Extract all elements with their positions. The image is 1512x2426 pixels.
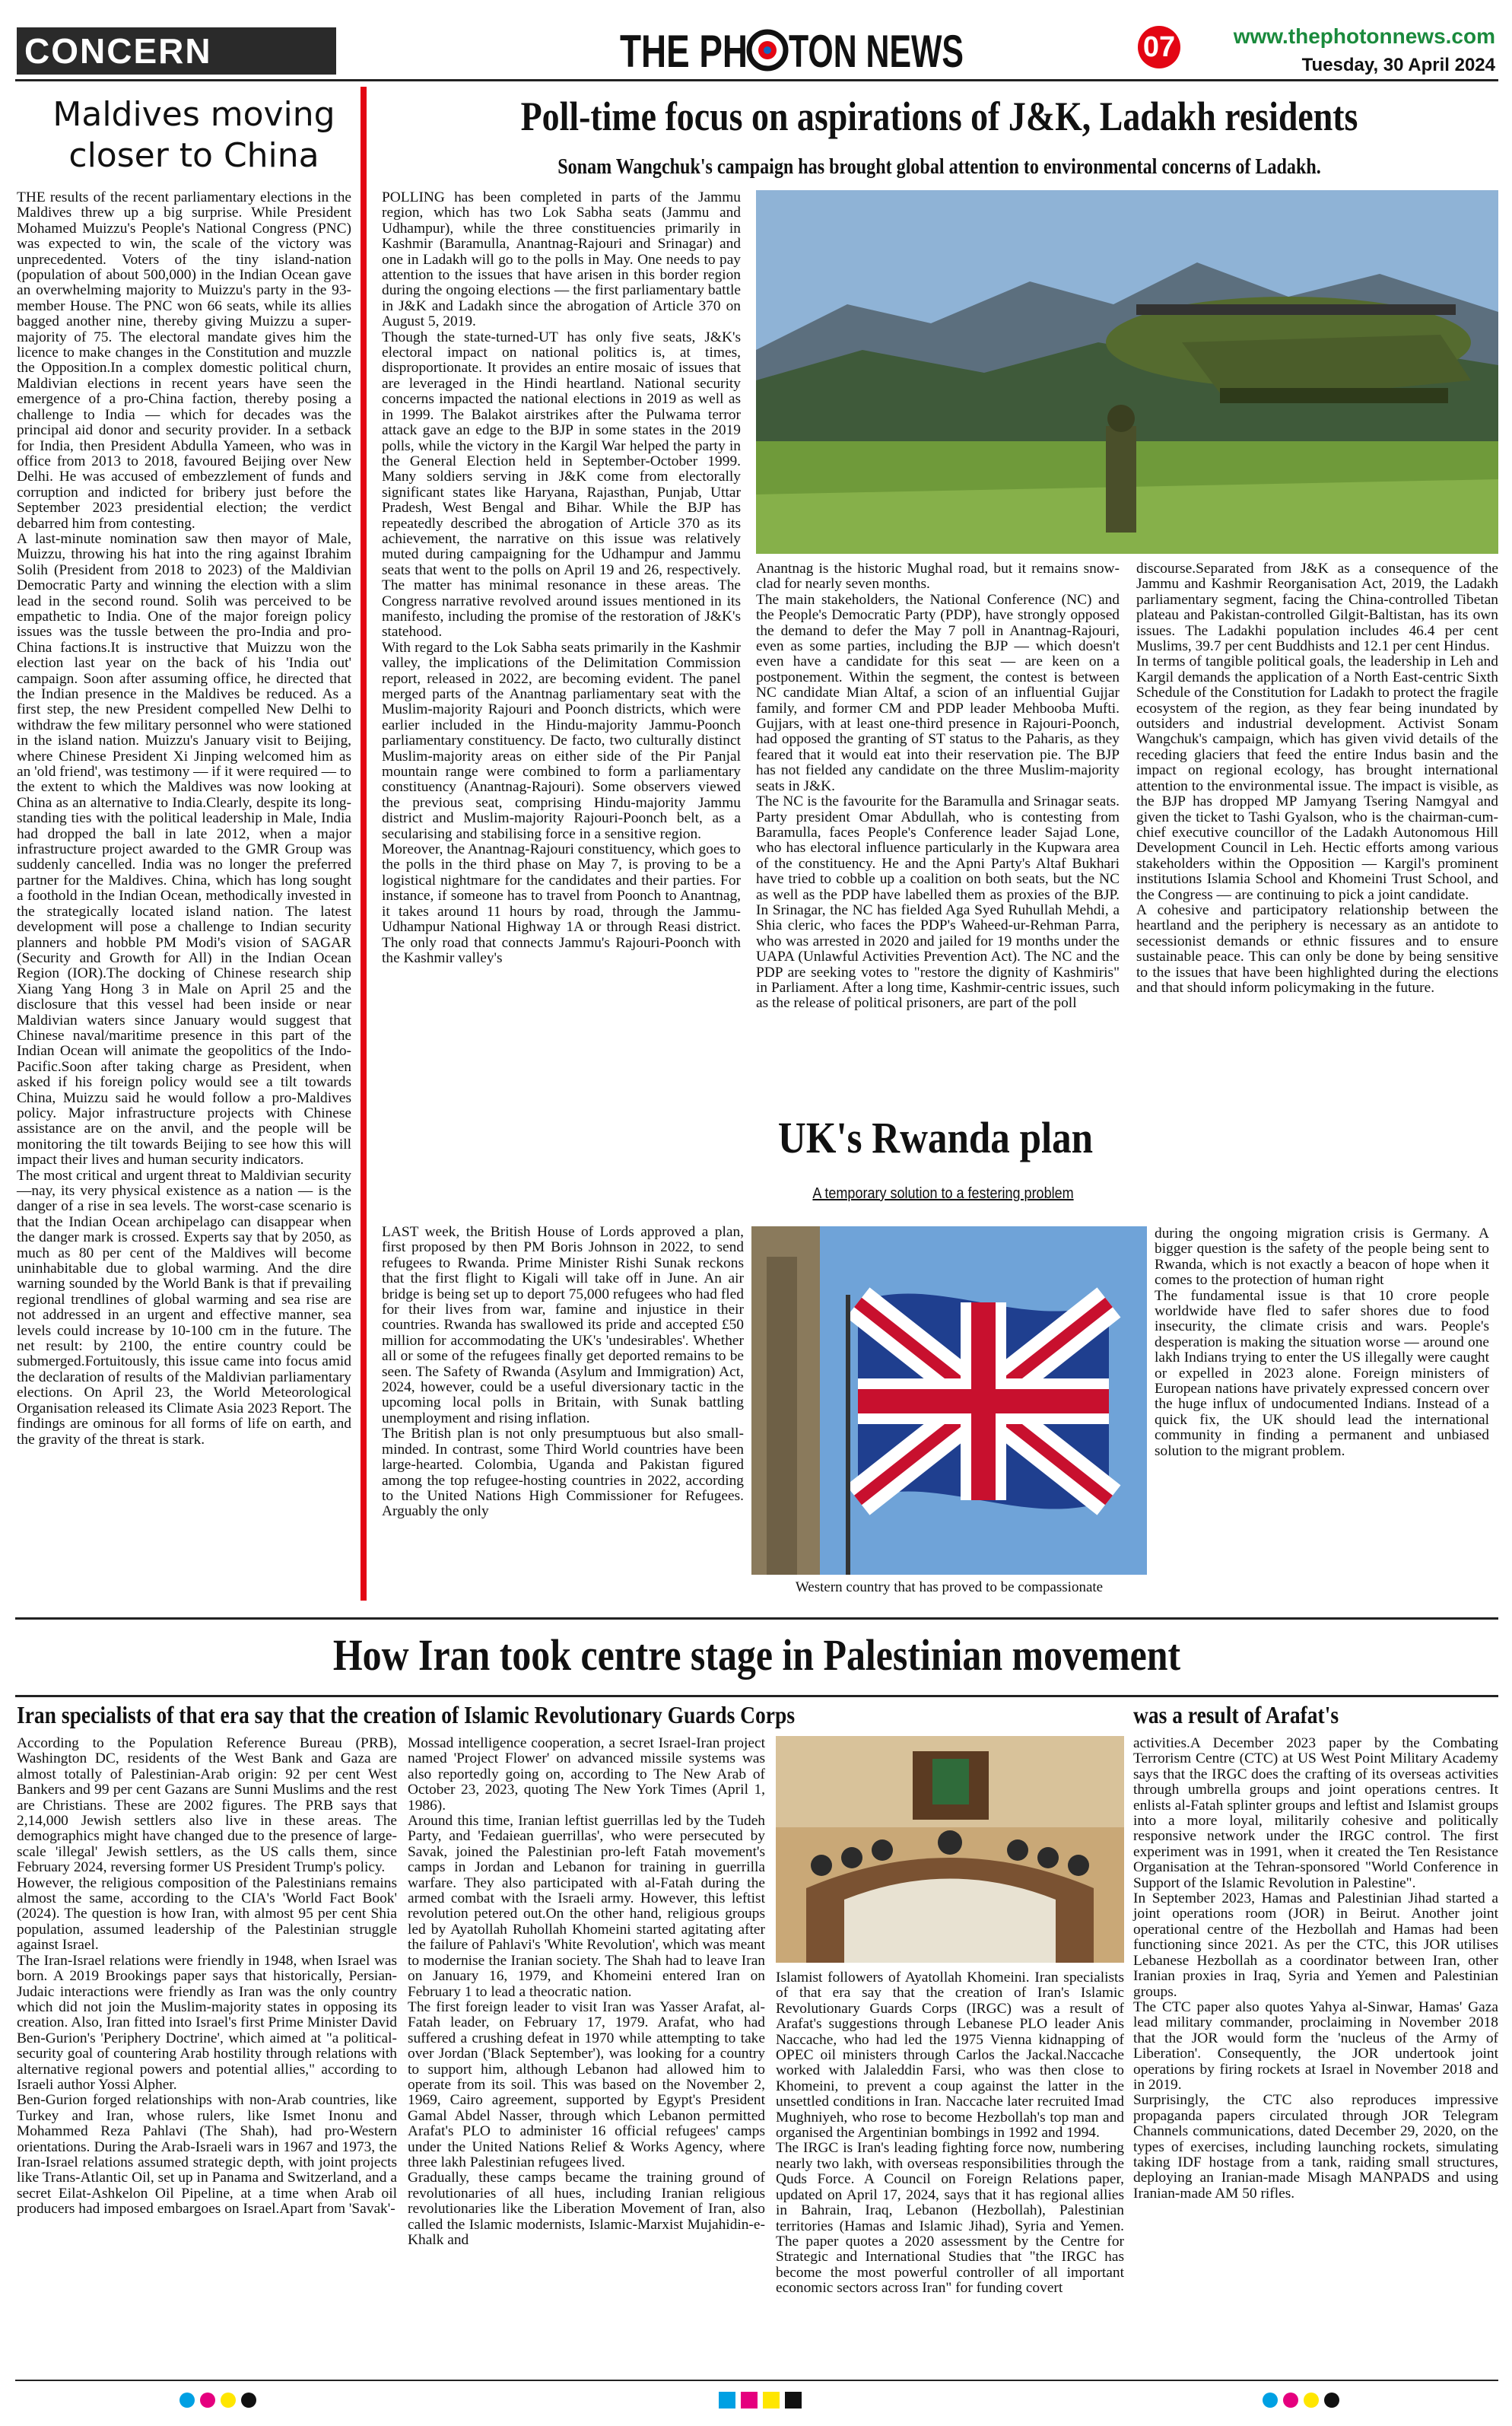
maldives-body [17,190,351,1620]
maldives-para: THE results of the recent parliamentary elections in the Maldives threw up a big surprise. While President Mohamed Muizzu's People's National Congress (PNC) was expected to win, the scale of the victory was unprecedented. Voters of the tiny island-nation (population of about 500,000) in the Indian Ocean gave an overwhelming majority to Muizzu's party in the 93-member House. The PNC won 66 seats, while its allies bagged another nine, thereby giving Muizzu a super-majority of 75. The electoral mandate gives him the licence to make changes in the Constitution and muzzle the Opposition.In a complex domestic political churn, Maldivian elections in recent years have seen the emergence of a pro-China faction, thereby posing a challenge to India — which for decades was the principal aid donor and security provider. In a setback for India, then President Abdulla Yameen, who was in office from 2013 to 2018, favoured Beijing over New Delhi. He was accused of embezzlement of funds and corruption and indicted for bribery just before the September 2023 presidential election; the verdict debarred him from contesting. [17,189,351,532]
poll-para: The NC is the favourite for the Baramulla and Srinagar seats. Party president Omar Abdullah, who is contesting from Baramulla, faces People's Conference leader Sajad Lone, who has electoral influence particularly in the Kupwara area of the constituency. He and the Apni Party's Altaf Bukhari have tried to cobble up a coalition on both seats, but the NC as well as the PDP have labelled them as proxies of the BJP. In Srinagar, the NC has fielded Aga Syed Ruhullah Mehdi, a Shia cleric, who faces the PDP's Waheed-ur-Rehman Parra, who was arrested in 2020 and jailed for 19 months under the UAPA (Unlawful Activities Prevention Act). The NC and the PDP are seeking votes to "restore the dignity of Kashmiris" in Parliament. After a long time, Kashmir-centric issues, such as the release of political prisoners, are part of the poll [756,793,1120,1012]
black-square [785,2392,802,2409]
header-rule [15,79,1498,81]
uk-para: The fundamental issue is that 10 crore people worldwide have fled to safer shores due to food insecurity, the climate crisis and wars. People's desperation is making the situation worse — around one lakh Indians trying to enter the US illegally were caught or expelled in 2023 alone. Foreign ministers of European nations have privately expressed concern over the huge influx of undocumented Indians. Instead of a quick fix, the UK should lead the international community in finding a permanent and unbiased solution to the migrant problem. [1155,1287,1489,1459]
section-label: CONCERN [17,27,336,75]
poll-para: In terms of tangible political goals, the leadership in Leh and Kargil demands the application of a North East-centric Sixth Schedule of the Constitution for Ladakh to protect the fragile ecosystem of the region, as they fear being inundated by outsiders and industrial development. Activist Sonam Wangchuk's campaign, which has given vivid details of the receding glaciers that feed the entire Indus basin and the impact on regional ecology, has brought international attention to the environmental issue. The impact is visible, as the BJP has dropped MP Jamyang Tsering Namgyal and given the ticket to Tashi Gyalson, who is the chairman-cum-chief executive councillor of the Ladakh Autonomous Hill Development Council in Leh. Hectic efforts among various stakeholders within the Opposition — Kargil's prominent institutions Islamia School and Khomeini Trust School, and the Congress — are continuing to pick a joint candidate. [1136,653,1498,903]
masthead-left: THE PH [620,26,748,77]
uk-headline: UK's Rwanda plan [777,1113,1094,1162]
iran-subheadline-left: Iran specialists of that era say that the creation of Islamic Revolutionary Guards Corps [17,1701,796,1728]
yellow-dot [1304,2393,1319,2408]
masthead-right: TON NEWS [789,26,964,77]
column-divider [361,87,367,1601]
page-number: 07 [1138,26,1180,68]
poll-para: Though the state-turned-UT has only five seats, J&K's electoral impact on national politics is, at times, disproportionate. It provides an entire mosaic of issues that are leveraged in the Hindi heartland. National security concerns impacted the national elections in 2019 as well as in 1999. The Balakot airstrikes after the Pulwama terror attack gave an edge to the BJP in some states in the 2019 polls, while the victory in the Kargil War helped the party in the General Election held in September-October 1999. Many soldiers serving in J&K come from electorally significant states like Haryana, Rajasthan, Punjab, Uttar Pradesh, West Bengal and Bihar. While the BJP has repeatedly described the abrogation of Article 370 as its achievement, the narrative on this issue was relatively muted during campaigning for the Udhampur and Jammu seats that went to the polls on April 19 and 26, respectively. The matter has minimal resonance in these areas. The Congress narrative revolved around issues mentioned in its manifesto, including the promise of the restoration of J&K's statehood. [382,329,741,641]
cyan-square [719,2392,735,2409]
iran-para: activities.A December 2023 paper by the Combating Terrorism Centre (CTC) at US West Point Military Academy says that the IRGC does the crafting of its overseas activities through umbrella groups and joint operations centres. It enlists al-Fatah splinter groups and leftist and Islamist groups into a more loyal, militarily cohesive and politically responsive network under the IRGC control. The first experiment was in 1991, when it created the Ten Resistance Organisation at the Tehran-sponsored "World Conference in Support of the Islamic Revolution in Palestine". [1133,1735,1498,1891]
footer-rule [15,2380,1498,2381]
poll-para: Anantnag is the historic Mughal road, but it remains snow-clad for nearly seven months. [756,561,1120,593]
yellow-square [763,2392,780,2409]
iran-para: In September 2023, Hamas and Palestinian Jihad started a joint operations room (JOR) in Beirut. Another joint operational centre of the Hezbollah and Hamas had been functioning since 2021. As per the CTC, this JOR utilises Lebanese Hezbollah as a coordinator between Iran, other Iranian proxies in Iraq, Syria and Yemen and Palestinian groups. [1133,1890,1498,2000]
poll-para: The main stakeholders, the National Conference (NC) and the People's Democratic Party (PDP), have strongly opposed the demand to defer the May 7 poll in Anantnag-Rajouri, even as some parties, including the BJP — which doesn't even have a candidate for this seat — are keen on a postponement. Within the segment, the contest is between NC candidate Mian Altaf, a scion of an influential Gujjar family, and former CM and PDP leader Mehbooba Mufti. Gujjars, with at least one-third presence in Rajouri-Poonch, had opposed the granting of ST status to the Paharis, as they feared that it would eat into their reservation pie. The BJP has not fielded any candidate on the three Muslim-majority seats in J&K. [756,591,1120,794]
iran-headline: How Iran took centre stage in Palestinian movement [332,1630,1181,1680]
iran-para: Islamist followers of Ayatollah Khomeini. Iran specialists of that era say that the creation of Iran's Islamic Revolutionary Guards Corps (IRGC) was a result of Arafat's suggestions through Lebanese PLO leader Anis Naccache, who had led the 1975 Vienna kidnapping of OPEC oil ministers through Carlos the Jackal.Naccache worked with Jalaleddin Farsi, who was then close to Khomeini, to prevent a coup against the latter in the unsettled conditions in Iran. Naccache later recruited Imad Mughniyeh, who rose to become Hezbollah's top man and organised the Argentinian bombings in 1992 and 1994. [776,1970,1124,2141]
uk-photo-caption: Western country that has proved to be compassionate [795,1579,1104,1595]
iran-para: However, the religious composition of the Palestinians remains almost the same, according to the CIA's 'World Fact Book' (2024). The question is how Iran, with almost 95 per cent Shia population, assumed leadership of the Palestinian struggle against Israel. [17,1874,397,1954]
poll-headline: Poll-time focus on aspirations of J&K, Ladakh residents [520,94,1358,139]
iran-para: Surprisingly, the CTC also reproduces impressive propaganda papers circulated through JOR Telegram Channels communications, dated December 29, 2020, on the types of exercises, including launching rockets, simulating taking IDF hostage from a tank, raiding small structures, deploying an Iranian-made Misagh MANPADS and using Iranian-made AM 50 rifles. [1133,2092,1498,2202]
iran-para: Around this time, Iranian leftist guerrillas led by the Tudeh Party, and 'Fedaiean guerrillas', who were persecuted by Savak, joined the Palestinian pro-left Fatah movement's camps in Jordan and Lebanon for training in guerrilla warfare. They also participated with al-Fatah during the armed combat with the Israeli army. However, this leftist revolution petered out.On the other hand, religious groups led by Ayatollah Ruhollah Khomeini started agitating after the failure of Pahlavi's 'White Revolution', which was meant to modernise the Iranian society. The Shah had to leave Iran on January 16, 1979, and Khomeini entered Iran on February 1 to lead a theocratic nation. [408,1813,765,2000]
poll-column-3 [1136,561,1498,1079]
iran-para: The first foreign leader to visit Iran was Yasser Arafat, al-Fatah leader, on February 17, 1979. Arafat, who had suffered a crushing defeat in 1970 while attempting to take over Jordan ('Black September'), was looking for a country to support him, although Lebanon had allowed him to operate from its soil. This was based on the November 2, 1969, Cairo agreement, supported by Egypt's President Gamal Abdel Nasser, through which Lebanon permitted Arafat's PLO to administer 16 official refugees' camps under the United Nations Relief & Works Agency, where three lakh Palestinian refugees lived. [408,1998,765,2170]
magenta-dot [1283,2393,1298,2408]
uk-subheadline: A temporary solution to a festering problem [812,1185,1074,1202]
uk-para: during the ongoing migration crisis is Germany. A bigger question is the safety of the people being sent to Rwanda, which is not exactly a beacon of hope when it comes to the protection of human right [1155,1226,1489,1289]
poll-column-1 [382,190,741,1073]
iran-subheadline-right: was a result of Arafat's [1133,1701,1339,1728]
site-url[interactable]: www.thephotonnews.com [1233,24,1495,48]
black-dot [241,2393,256,2408]
masthead [620,20,970,81]
registration-dots-right [1263,2393,1339,2408]
magenta-dot [200,2393,215,2408]
iran-para: Ben-Gurion forged relationships with non-Arab countries, like Turkey and Iran, whose rulers, like Ismet Inonu and Mohammed Reza Pahlavi (The Shah), had pro-Western orientations. During the Arab-Israeli wars in 1967 and 1973, the Iran-Israel relations assumed strategic depth, with joint projects like Trans-Atlantic Oil, set up in Panama and Switzerland, and a secret Eilat-Ashkelon Oil Pipeline, at a time when Arab oil producers had imposed embargoes on Israel.Apart from 'Savak'- [17,2092,397,2218]
black-dot [1324,2393,1339,2408]
meeting-photo [776,1736,1124,1963]
iran-column-3 [776,1970,1124,2360]
helicopter-photo [756,190,1498,554]
uk-column-2 [1155,1226,1489,1607]
iran-column-1 [17,1736,397,2360]
iran-column-2 [408,1736,765,2360]
poll-subheadline: Sonam Wangchuk's campaign has brought global attention to environmental concerns of Ladakh. [557,155,1321,179]
poll-para: Moreover, the Anantnag-Rajouri constituency, which goes to the polls in the third phase on May 7, is proving to be a logistical nightmare for the candidates and their parties. For instance, if someone has to travel from Poonch to Anantnag, it takes around 11 hours by road, through the Jammu-Udhampur National Highway 1A or through Reasi district. The only road that connects Jammu's Rajouri-Poonch with the Kashmir valley's [382,841,741,966]
yellow-dot [221,2393,236,2408]
registration-squares [719,2392,802,2409]
poll-para: POLLING has been completed in parts of the Jammu region, which has two Lok Sabha seats (Jammu and Udhampur), while the three constituencies primarily in Kashmir (Baramulla, Anantnag-Rajouri and Srinagar) and one in Ladakh will go to the polls in May. One needs to pay attention to the issues that have arisen in this border region during the ongoing elections — the first parliamentary battle in J&K and Ladakh since the abrogation of Article 370 on August 5, 2019. [382,189,741,330]
poll-column-2 [756,561,1120,1079]
section-rule [15,1617,1498,1620]
iran-para: According to the Population Reference Bureau (PRB), Washington DC, residents of the West Bank and Gaza are almost totally of Palestinian-Arab origin: 92 per cent West Bankers and 99 per cent Gazans are Sunni Muslims and the rest are Christians. These are 2002 figures. The PRB says that 2,14,000 Jewish settlers also live in these areas. The demographics might have changed due to the presence of large-scale 'illegal' Jewish settlers, as the US calls them, since February 2024, reversing former US President Trump's policy. [17,1735,397,1876]
masthead-logo [620,20,970,81]
section-rule [15,1695,1498,1697]
poll-para: A cohesive and participatory relationship between the heartland and the periphery is necessary as an antidote to secessionist demands or ethnic fissures and to ensure sustainable peace. This can only be done by being sensitive to the issues that have been highlighted during the elections and that should inform policymaking in the future. [1136,901,1498,996]
maldives-headline: Maldives moving closer to China [52,95,335,175]
iran-para: The CTC paper also quotes Yahya al-Sinwar, Hamas' Gaza lead military commander, proclaiming in November 2018 that the JOR would form the 'nucleus of the Army of Liberation'. Consequently, the JOR undertook joint operations by firing rockets at Israel in November 2018 and in 2019. [1133,1998,1498,2093]
maldives-para: The most critical and urgent threat to Maldivian security —nay, its very physical existence as a nation — is the danger of a rise in sea levels. The worst-case scenario is that the Indian Ocean archipelago can disappear when the danger mark is crossed. Experts say that by 2050, as much as 80 per cent of the Maldives will become uninhabitable due to global warming. And the dire warning sounded by the World Bank is that if prevailing regional trendlines of global warming and sea rise are not addressed in an urgent and effective manner, sea levels could increase by 10-100 cm in the future. The net result: by 2100, the entire country could be submerged.Fortuitously, this issue came into focus amid the declaration of results of the Maldivian parliamentary elections. On April 23, the World Meteorological Organisation released its Climate Asia 2023 Report. The findings are ominous for all forms of life on earth, and the gravity of the threat is stark. [17,1167,351,1448]
iran-para: The Iran-Israel relations were friendly in 1948, when Israel was born. A 2019 Brookings paper says that historically, Persian-Judaic interactions were friendly as Iran was the only country which did not join the Muslim-majority states in opposing its creation. Also, Iran fitted into Israel's first Prime Minister David Ben-Gurion's 'Periphery Doctrine', which aimed at "a political-security goal of countering Arab hostility through relations with alternative regional powers and potential allies," according to Israeli author Yossi Alpher. [17,1952,397,2093]
iran-column-4 [1133,1736,1498,2360]
uk-column-1 [382,1225,744,1605]
camera-lens-icon [749,32,786,68]
iran-para: Gradually, these camps became the training ground of revolutionaries of all hues, including Iranian religious revolutionaries like the Liberation Movement of Iran, also called the Islamic modernists, Islamic-Marxist Mujahidin-e-Khalk and [408,2170,765,2248]
iran-para: Mossad intelligence cooperation, a secret Israel-Iran project named 'Project Flower' on advanced missile systems was also reportedly going on, according to The New Arab of October 23, 2023, quoting The New York Times (April 1, 1986). [408,1735,765,1814]
cyan-dot [1263,2393,1278,2408]
iran-para: The IRGC is Iran's leading fighting force now, numbering nearly two lakh, with overseas responsibilities through the Quds Force. A Council on Foreign Relations paper, updated on April 17, 2024, says that it has regional allies in Bahrain, Iraq, Lebanon (Hezbollah), Palestinian territories (Hamas and Islamic Jihad), Syria and Yemen. The paper quotes a 2020 assessment by the Centre for Strategic and International Studies that "the IRGC has become the most powerful controller of all important economic sectors across Iran" for funding covert [776,2140,1124,2297]
registration-dots-left [179,2393,256,2408]
poll-para: discourse.Separated from J&K as a consequence of the Jammu and Kashmir Reorganisation Act, 2019, the Ladakh parliamentary segment, facing the China-controlled Tibetan plateau and Pakistan-controlled Gilgit-Baltistan, has its own issues. The Ladakhi population includes 46.4 per cent Muslims, 39.7 per cent Buddhists and 12.1 per cent Hindus. [1136,561,1498,655]
union-jack-photo [751,1226,1147,1575]
poll-para: With regard to the Lok Sabha seats primarily in the Kashmir valley, the implications of the Delimitation Commission report, released in 2022, are becoming evident. The panel merged parts of the Anantnag parliamentary seat with the Muslim-majority Rajouri and Poonch districts, which were earlier included in the Hindu-majority Jammu-Poonch parliamentary constituency. De facto, two culturally distinct Muslim-majority areas on either side of the Pir Panjal mountain range were combined to form a parliamentary constituency (Anantnag-Rajouri). Some observers viewed the previous seat, comprising Hindu-majority Jammu district and Muslim-majority Rajouri-Poonch belt, as a secularising and stabilising force in a sensitive region. [382,639,741,842]
issue-date: Tuesday, 30 April 2024 [1301,55,1495,75]
uk-para: LAST week, the British House of Lords approved a plan, first proposed by then PM Boris Johnson in 2022, to send refugees to Rwanda. Prime Minister Rishi Sunak reckons that the first flight to Kigali will take off in June. An air bridge is being set up to deport 75,000 refugees who had fled for their lives from war, famine and injustice in their countries. Rwanda has swallowed its pride and accepted £50 million for accommodating the UK's 'undesirables'. Whether all or some of the refugees finally get deported remains to be seen. The Safety of Rwanda (Asylum and Immigration) Act, 2024, however, could be a useful diversionary tactic in the upcoming local polls in Britain, with Sunak battling unemployment and rising inflation. [382,1224,744,1426]
cyan-dot [179,2393,195,2408]
uk-para: The British plan is not only presumptuous but also small-minded. In contrast, some Third World countries have been large-hearted. Colombia, Uganda and Pakistan figured among the top refugee-hosting countries in 2022, according to the United Nations High Commissioner for Refugees. Arguably the only [382,1426,744,1520]
magenta-square [741,2392,758,2409]
maldives-para: A last-minute nomination saw then mayor of Male, Muizzu, throwing his hat into the ring against Ibrahim Solih (President from 2018 to 2023) of the Maldivian Democratic Party and winning the election with a slim lead in the second round. Solih was perceived to be empathetic to India. One of the major foreign policy issues was the tussle between the pro-India and pro-China factions.It is instructive that Muizzu won the election last year on the back of his 'India out' campaign. Soon after assuming office, he directed that the Indian presence in the Maldives be reduced. As a first step, the new President compelled New Delhi to withdraw the few military personnel who were stationed in the island nation. Muizzu's January visit to Beijing, where Chinese President Xi Jinping welcomed him as an 'old friend', was testimony — if it were required — to the extent to which the Maldives was now looking at China as an alternative to India.Clearly, despite its long-standing ties with the political leadership in Male, India had dropped the ball in late 2012, when a major infrastructure project awarded to the GMR Group was suddenly cancelled. India was no longer the preferred partner for the Maldives. China, which has long sought a foothold in the Indian Ocean, methodically invested in the strategically located island nation. The latest development will pose a challenge to Indian security planners and hobble PM Modi's vision of SAGAR (Security and Growth for All) in the Indian Ocean Region (IOR).The docking of Chinese research ship Xiang Yang Hong 3 in Male on April 25 and the disclosure that this vessel had been inside or near Maldivian waters since January would suggest that Chinese naval/maritime presence in this part of the Indian Ocean will animate the geopolitics of the Indo-Pacific.Soon after taking charge as President, when asked if his foreign policy would see a tilt towards China, Muizzu said he would follow a pro-Maldives policy. Major infrastructure projects with Chinese assistance are on the anvil, and the people will be monitoring the tilt towards Beijing to see how this will impact their lives and human security indicators. [17,530,351,1168]
